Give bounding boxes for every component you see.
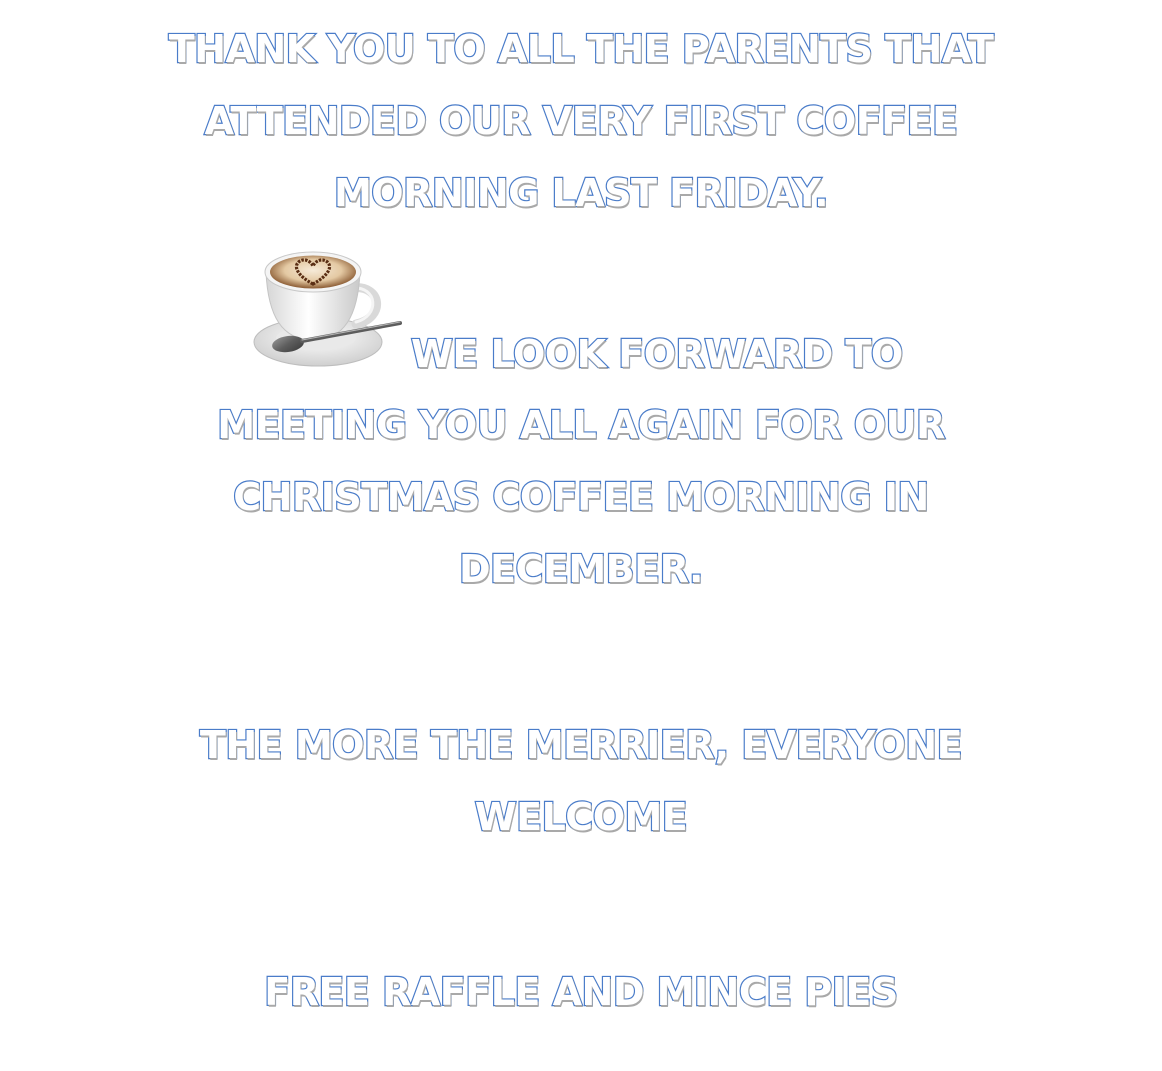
thank-you-line-2: ATTENDED OUR VERY FIRST COFFEE: [204, 99, 958, 143]
merrier-line-1: THE MORE THE MERRIER, EVERYONE: [199, 723, 963, 767]
look-forward-line-4: DECEMBER.: [459, 547, 703, 591]
look-forward-line-3: CHRISTMAS COFFEE MORNING IN: [233, 475, 929, 519]
look-forward-line-2: MEETING YOU ALL AGAIN FOR OUR: [217, 403, 945, 447]
thank-you-line-1: THANK YOU TO ALL THE PARENTS THAT: [168, 27, 994, 71]
coffee-cup-with-heart-latte-art-icon: [252, 246, 404, 370]
merrier-line-2: WELCOME: [474, 795, 688, 839]
look-forward-line-1: WE LOOK FORWARD TO: [411, 332, 903, 376]
raffle-line: FREE RAFFLE AND MINCE PIES: [264, 970, 898, 1014]
thank-you-line-3: MORNING LAST FRIDAY.: [333, 171, 829, 215]
